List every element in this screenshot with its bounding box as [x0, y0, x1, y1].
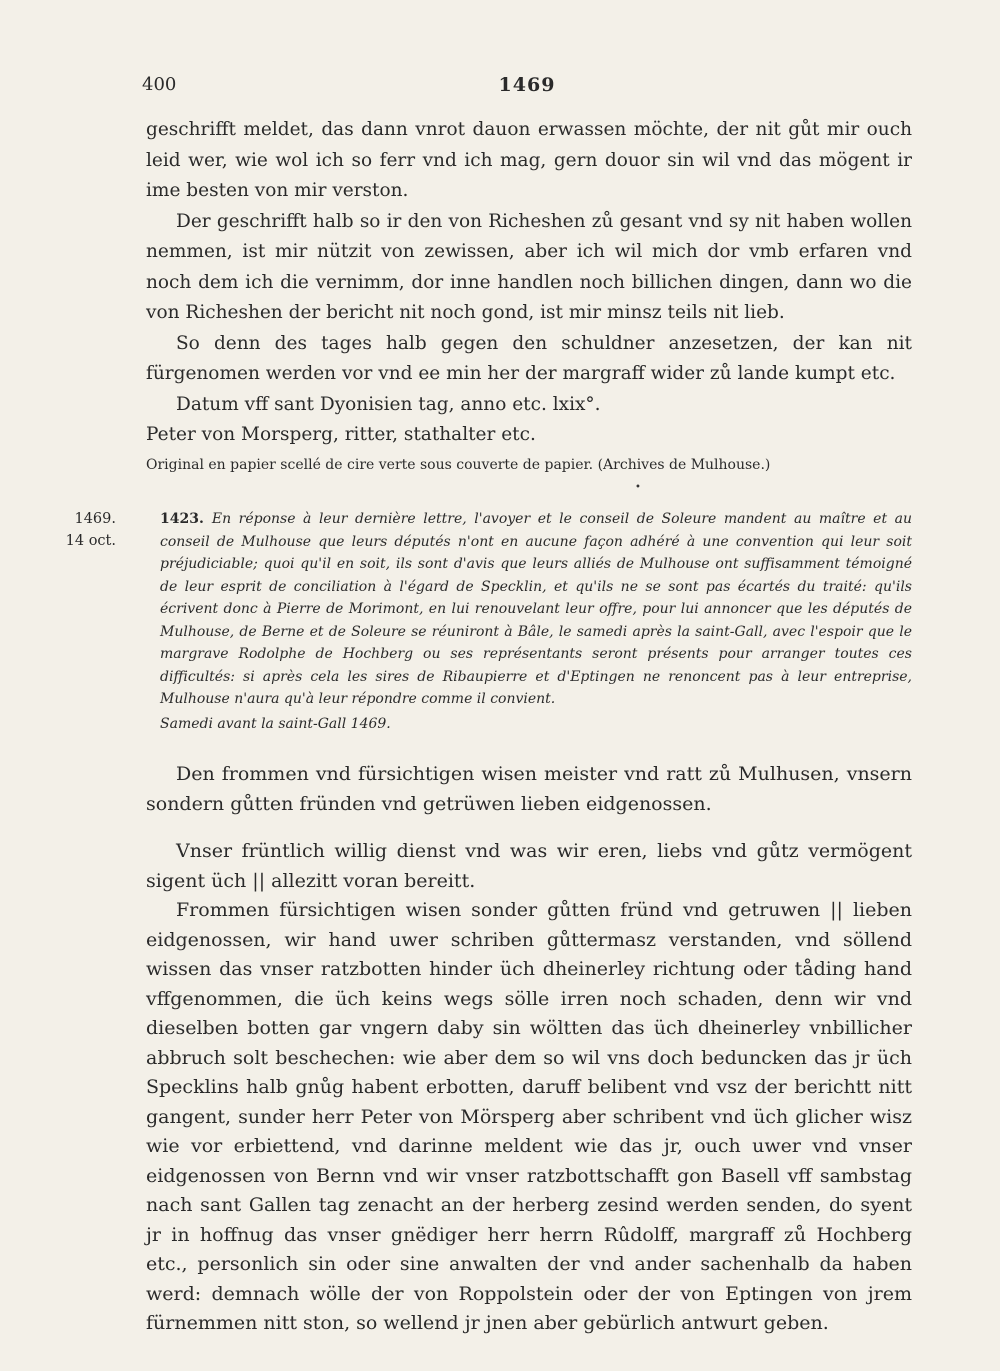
margin-day: 14 oct.: [65, 533, 116, 549]
previous-letter-continuation: [146, 115, 912, 475]
entry-summary: [160, 508, 912, 711]
letter-body: Frommen fürsichtigen wisen sonder gůtten fründ vnd getruwen || lieben eidgenossen, wir hand uwer schriben gůttermasz verstanden, vnd söllend wissen das vnser ratzbotten hinder üch dheinerley richtung oder tåding hand vffgenommen, die üch keins wegs sölle irren noch schaden, denn wir vnd dieselben botten gar vngern daby sin wöltten das üch dheinerley vnbillicher abbruch solt beschechen: wie aber dem so wil vns doch beduncken das jr üch Specklins halb gnůg habent erbotten, daruff belibent vnd vsz der berichtt nitt gangent, sunder herr Peter von Mörsperg aber schribent vnd üch glicher wisz wie vor erbiettend, vnd darinne meldent wie das jr, ouch uwer vnd vnser eidgenossen von Bernn vnd wir vnser ratzbottschafft gon Basell vff sambstag nach sant Gallen tag zenacht an der herberg zesind werden senden, do syent jr in hoffnug das vnser gnëdiger herr herrn Rûdolff, margraff zů Hochberg etc., personlich sin oder sine anwalten der vnd ander sachenhalb da haben werd: demnach wölle der von Roppolstein oder der von Eptingen von jrem fürnemmen nitt ston, so wellend jr jnen aber gebürlich antwurt geben.: [146, 899, 912, 1334]
dating-clause: Datum vff sant Dyonisien tag, anno etc. lxix°.: [176, 393, 601, 415]
paragraph: Der geschrifft halb so ir den von Richeshen zů gesant vnd sy nit haben wollen nemmen, ist mir nützit von zewissen, aber ich wil mich dor vmb erfaren vnd noch dem ich die vernimm, dor inne handlen noch billichen dingen, dann wo die von Richeshen der bericht nit noch gond, ist mir minsz teils nit lieb.: [146, 210, 912, 323]
margin-date-note: [52, 508, 116, 552]
letter-address: Den frommen vnd fürsichtigen wisen meister vnd ratt zů Mulhusen, vnsern sondern gůtten fründen vnd getrüwen lieben eidgenossen.: [146, 763, 912, 815]
margin-year: 1469.: [74, 511, 116, 527]
page-header: [142, 74, 912, 100]
entry-date-line: Samedi avant la saint-Gall 1469.: [160, 716, 391, 732]
paragraph: geschrifft meldet, das dann vnrot dauon erwassen möchte, der nit gůt mir ouch leid wer, wie wol ich so ferr vnd ich mag, gern douor sin wil vnd das mögent ir ime besten von mir verston.: [146, 119, 912, 201]
separator-ornament: •: [635, 482, 641, 493]
signature-line: Peter von Morsperg, ritter, stathalter etc.: [146, 424, 536, 445]
letter-text: [146, 760, 912, 1339]
entry-number: 1423.: [160, 511, 204, 527]
running-title-year: 1469: [498, 74, 556, 96]
source-note: Original en papier scellé de cire verte sous couverte de papier. (Archives de Mulhouse.): [146, 456, 771, 473]
summary-text: En réponse à leur dernière lettre, l'avoyer et le conseil de Soleure mandent au maître et au conseil de Mulhouse que leurs députés n'ont en aucune façon adhéré à une convention qui leur soit préjudiciable; quoi qu'il en soit, ils sont d'avis que leurs alliés de Mulhouse ont suffisamment témoigné de leur esprit de conciliation à l'égard de Specklin, et qu'ils ne se sont pas écartés du traité: qu'ils écrivent donc à Pierre de Morimont, en lui renouvelant leur offre, pour lui annoncer que les députés de Mulhouse, de Berne et de Soleure se réuniront à Bâle, le samedi après la saint-Gall, avec l'espoir que le margrave Rodolphe de Hochberg ou ses représentants seront présents pour arranger toutes ces difficultés: si après cela les sires de Ribaupierre et d'Eptingen ne renoncent pas à leur entreprise, Mulhouse n'aura qu'à leur répondre comme il convient.: [160, 511, 912, 707]
letter-greeting: Vnser früntlich willig dienst vnd was wir eren, liebs vnd gůtz vermögent sigent üch || allezitt voran bereitt.: [146, 840, 912, 892]
paragraph: So denn des tages halb gegen den schuldner anzesetzen, der kan nit fürgenomen werden vor vnd ee min her der margraff wider zů lande kumpt etc.: [146, 332, 912, 384]
page-number: 400: [142, 74, 177, 95]
